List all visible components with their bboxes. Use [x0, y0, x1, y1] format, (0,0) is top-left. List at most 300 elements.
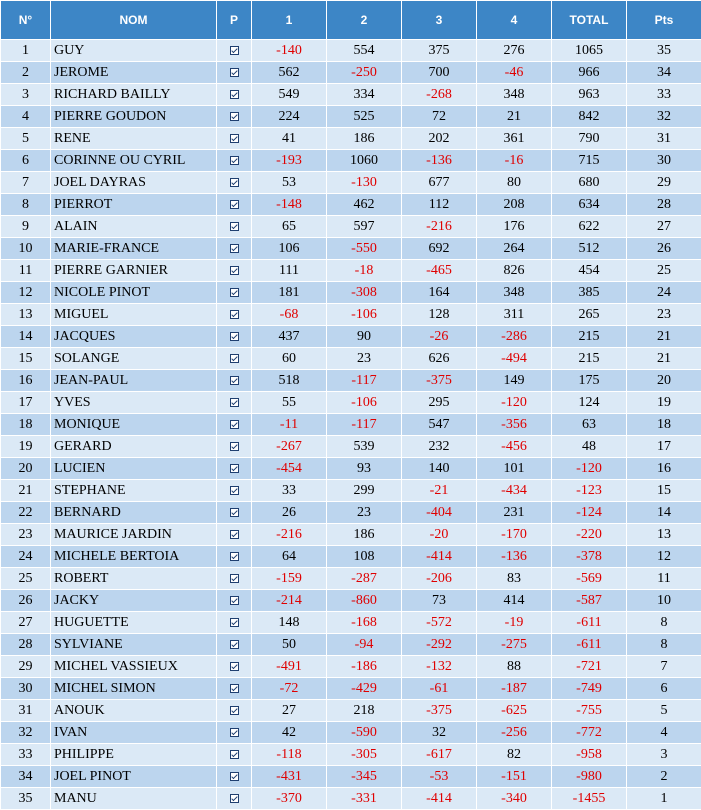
round-2-score: -117 — [327, 414, 402, 436]
presence-cell — [217, 744, 252, 766]
rank-cell: 2 — [1, 62, 51, 84]
total-score: -611 — [552, 612, 627, 634]
total-score: 215 — [552, 348, 627, 370]
checkbox-checked-icon[interactable] — [230, 244, 239, 253]
round-4-score: 311 — [477, 304, 552, 326]
points-cell: 32 — [627, 106, 701, 128]
player-name: NICOLE PINOT — [51, 282, 217, 304]
presence-cell — [217, 458, 252, 480]
round-1-score: -454 — [252, 458, 327, 480]
presence-cell — [217, 150, 252, 172]
round-3-score: 128 — [402, 304, 477, 326]
round-1-score: 224 — [252, 106, 327, 128]
table-row — [1, 722, 701, 744]
round-3-score: -617 — [402, 744, 477, 766]
round-1-score: 50 — [252, 634, 327, 656]
round-3-score: -414 — [402, 546, 477, 568]
presence-cell — [217, 348, 252, 370]
rank-cell: 7 — [1, 172, 51, 194]
rank-cell: 8 — [1, 194, 51, 216]
player-name: CORINNE OU CYRIL — [51, 150, 217, 172]
round-1-score: 181 — [252, 282, 327, 304]
round-1-score: 437 — [252, 326, 327, 348]
player-name: JEROME — [51, 62, 217, 84]
total-score: 842 — [552, 106, 627, 128]
round-2-score: 108 — [327, 546, 402, 568]
round-4-score: 21 — [477, 106, 552, 128]
round-1-score: -148 — [252, 194, 327, 216]
round-1-score: -491 — [252, 656, 327, 678]
total-score: 680 — [552, 172, 627, 194]
presence-cell — [217, 788, 252, 810]
table-row — [1, 216, 701, 238]
round-1-score: -431 — [252, 766, 327, 788]
round-2-score: 186 — [327, 128, 402, 150]
points-cell: 26 — [627, 238, 701, 260]
presence-cell — [217, 722, 252, 744]
round-4-score: 88 — [477, 656, 552, 678]
checkbox-checked-icon[interactable] — [230, 618, 239, 627]
round-2-score: 597 — [327, 216, 402, 238]
round-4-score: -16 — [477, 150, 552, 172]
total-score: 124 — [552, 392, 627, 414]
rank-cell: 18 — [1, 414, 51, 436]
rank-cell: 13 — [1, 304, 51, 326]
checkbox-checked-icon[interactable] — [230, 640, 239, 649]
rank-cell: 17 — [1, 392, 51, 414]
round-2-score: 462 — [327, 194, 402, 216]
checkbox-checked-icon[interactable] — [230, 794, 239, 803]
points-cell: 28 — [627, 194, 701, 216]
player-name: MAURICE JARDIN — [51, 524, 217, 546]
player-name: JEAN-PAUL — [51, 370, 217, 392]
player-name: SYLVIANE — [51, 634, 217, 656]
round-4-score: 826 — [477, 260, 552, 282]
round-4-score: 348 — [477, 282, 552, 304]
round-2-score: -429 — [327, 678, 402, 700]
checkbox-checked-icon[interactable] — [230, 90, 239, 99]
round-2-score: -550 — [327, 238, 402, 260]
table-row — [1, 106, 701, 128]
round-2-score: -308 — [327, 282, 402, 304]
round-3-score: -216 — [402, 216, 477, 238]
player-name: ROBERT — [51, 568, 217, 590]
header-name[interactable]: NOM — [51, 1, 217, 40]
rank-cell: 27 — [1, 612, 51, 634]
round-4-score: 82 — [477, 744, 552, 766]
round-3-score: 232 — [402, 436, 477, 458]
round-4-score: -340 — [477, 788, 552, 810]
player-name: JACKY — [51, 590, 217, 612]
round-1-score: -118 — [252, 744, 327, 766]
round-4-score: -187 — [477, 678, 552, 700]
checkbox-checked-icon[interactable] — [230, 420, 239, 429]
round-1-score: 42 — [252, 722, 327, 744]
points-cell: 21 — [627, 326, 701, 348]
checkbox-checked-icon[interactable] — [230, 310, 239, 319]
table-row — [1, 238, 701, 260]
checkbox-checked-icon[interactable] — [230, 508, 239, 517]
round-3-score: 700 — [402, 62, 477, 84]
total-score: -772 — [552, 722, 627, 744]
round-1-score: -140 — [252, 40, 327, 62]
total-score: -611 — [552, 634, 627, 656]
round-1-score: -214 — [252, 590, 327, 612]
player-name: GUY — [51, 40, 217, 62]
round-2-score: 525 — [327, 106, 402, 128]
round-2-score: -287 — [327, 568, 402, 590]
presence-cell — [217, 216, 252, 238]
round-2-score: -18 — [327, 260, 402, 282]
checkbox-checked-icon[interactable] — [230, 200, 239, 209]
checkbox-checked-icon[interactable] — [230, 662, 239, 671]
checkbox-checked-icon[interactable] — [230, 178, 239, 187]
points-cell: 15 — [627, 480, 701, 502]
round-2-score: 554 — [327, 40, 402, 62]
presence-cell — [217, 392, 252, 414]
table-row — [1, 128, 701, 150]
rank-cell: 11 — [1, 260, 51, 282]
presence-cell — [217, 260, 252, 282]
table-row — [1, 480, 701, 502]
checkbox-checked-icon[interactable] — [230, 750, 239, 759]
checkbox-checked-icon[interactable] — [230, 134, 239, 143]
header-points[interactable]: Pts — [627, 1, 701, 40]
round-3-score: -26 — [402, 326, 477, 348]
round-4-score: -286 — [477, 326, 552, 348]
round-4-score: 176 — [477, 216, 552, 238]
round-3-score: -375 — [402, 370, 477, 392]
round-3-score: -404 — [402, 502, 477, 524]
round-4-score: -275 — [477, 634, 552, 656]
round-1-score: 111 — [252, 260, 327, 282]
presence-cell — [217, 436, 252, 458]
points-cell: 4 — [627, 722, 701, 744]
table-header — [1, 1, 701, 40]
round-2-score: 23 — [327, 348, 402, 370]
points-cell: 10 — [627, 590, 701, 612]
table-row — [1, 502, 701, 524]
table-row — [1, 260, 701, 282]
rank-cell: 34 — [1, 766, 51, 788]
table-row — [1, 744, 701, 766]
total-score: -980 — [552, 766, 627, 788]
round-4-score: 149 — [477, 370, 552, 392]
round-2-score: -94 — [327, 634, 402, 656]
table-row — [1, 700, 701, 722]
table-row — [1, 172, 701, 194]
total-score: -123 — [552, 480, 627, 502]
round-2-score: -345 — [327, 766, 402, 788]
table-row — [1, 326, 701, 348]
round-3-score: -21 — [402, 480, 477, 502]
rank-cell: 25 — [1, 568, 51, 590]
round-2-score: 299 — [327, 480, 402, 502]
checkbox-checked-icon[interactable] — [230, 332, 239, 341]
total-score: 48 — [552, 436, 627, 458]
round-2-score: -117 — [327, 370, 402, 392]
player-name: IVAN — [51, 722, 217, 744]
round-4-score: 83 — [477, 568, 552, 590]
checkbox-checked-icon[interactable] — [230, 68, 239, 77]
checkbox-checked-icon[interactable] — [230, 376, 239, 385]
presence-cell — [217, 766, 252, 788]
round-3-score: -572 — [402, 612, 477, 634]
points-cell: 16 — [627, 458, 701, 480]
points-cell: 35 — [627, 40, 701, 62]
round-3-score: -268 — [402, 84, 477, 106]
checkbox-checked-icon[interactable] — [230, 684, 239, 693]
header-total[interactable]: TOTAL — [552, 1, 627, 40]
player-name: RENE — [51, 128, 217, 150]
player-name: PIERROT — [51, 194, 217, 216]
round-1-score: -11 — [252, 414, 327, 436]
presence-cell — [217, 634, 252, 656]
round-2-score: -106 — [327, 304, 402, 326]
points-cell: 31 — [627, 128, 701, 150]
presence-cell — [217, 172, 252, 194]
round-4-score: 348 — [477, 84, 552, 106]
presence-cell — [217, 480, 252, 502]
round-1-score: 33 — [252, 480, 327, 502]
table-row — [1, 678, 701, 700]
player-name: MARIE-FRANCE — [51, 238, 217, 260]
points-cell: 20 — [627, 370, 701, 392]
presence-cell — [217, 128, 252, 150]
player-name: SOLANGE — [51, 348, 217, 370]
round-4-score: -120 — [477, 392, 552, 414]
points-cell: 2 — [627, 766, 701, 788]
round-3-score: -20 — [402, 524, 477, 546]
points-cell: 14 — [627, 502, 701, 524]
table-row — [1, 634, 701, 656]
round-1-score: -68 — [252, 304, 327, 326]
player-name: PIERRE GOUDON — [51, 106, 217, 128]
total-score: -1455 — [552, 788, 627, 810]
rank-cell: 14 — [1, 326, 51, 348]
header-rank[interactable]: N° — [1, 1, 51, 40]
table-row — [1, 436, 701, 458]
round-2-score: 1060 — [327, 150, 402, 172]
rank-cell: 32 — [1, 722, 51, 744]
round-4-score: -136 — [477, 546, 552, 568]
table-row — [1, 84, 701, 106]
checkbox-checked-icon[interactable] — [230, 706, 239, 715]
player-name: JOEL DAYRAS — [51, 172, 217, 194]
checkbox-checked-icon[interactable] — [230, 530, 239, 539]
round-4-score: -256 — [477, 722, 552, 744]
checkbox-checked-icon[interactable] — [230, 398, 239, 407]
points-cell: 8 — [627, 612, 701, 634]
total-score: 622 — [552, 216, 627, 238]
round-2-score: -186 — [327, 656, 402, 678]
checkbox-checked-icon[interactable] — [230, 464, 239, 473]
round-4-score: -434 — [477, 480, 552, 502]
table-row — [1, 150, 701, 172]
total-score: -569 — [552, 568, 627, 590]
round-3-score: -206 — [402, 568, 477, 590]
points-cell: 12 — [627, 546, 701, 568]
round-2-score: 90 — [327, 326, 402, 348]
presence-cell — [217, 238, 252, 260]
round-3-score: 295 — [402, 392, 477, 414]
points-cell: 6 — [627, 678, 701, 700]
round-3-score: 32 — [402, 722, 477, 744]
table-row — [1, 392, 701, 414]
checkbox-checked-icon[interactable] — [230, 288, 239, 297]
round-1-score: -72 — [252, 678, 327, 700]
checkbox-checked-icon[interactable] — [230, 596, 239, 605]
rank-cell: 16 — [1, 370, 51, 392]
round-3-score: -414 — [402, 788, 477, 810]
presence-cell — [217, 326, 252, 348]
round-4-score: 231 — [477, 502, 552, 524]
presence-cell — [217, 524, 252, 546]
table-row — [1, 304, 701, 326]
player-name: HUGUETTE — [51, 612, 217, 634]
player-name: JACQUES — [51, 326, 217, 348]
total-score: 634 — [552, 194, 627, 216]
checkbox-checked-icon[interactable] — [230, 728, 239, 737]
table-row — [1, 40, 701, 62]
round-3-score: 692 — [402, 238, 477, 260]
table-row — [1, 766, 701, 788]
points-cell: 11 — [627, 568, 701, 590]
rank-cell: 24 — [1, 546, 51, 568]
round-3-score: 677 — [402, 172, 477, 194]
round-4-score: 276 — [477, 40, 552, 62]
total-score: -749 — [552, 678, 627, 700]
checkbox-checked-icon[interactable] — [230, 46, 239, 55]
total-score: 265 — [552, 304, 627, 326]
checkbox-checked-icon[interactable] — [230, 266, 239, 275]
table-row — [1, 656, 701, 678]
table-row — [1, 590, 701, 612]
table-row — [1, 414, 701, 436]
rank-cell: 31 — [1, 700, 51, 722]
header-presence[interactable]: P — [217, 1, 252, 40]
points-cell: 27 — [627, 216, 701, 238]
total-score: 1065 — [552, 40, 627, 62]
round-3-score: -375 — [402, 700, 477, 722]
total-score: -721 — [552, 656, 627, 678]
points-cell: 23 — [627, 304, 701, 326]
total-score: -958 — [552, 744, 627, 766]
round-2-score: -250 — [327, 62, 402, 84]
points-cell: 5 — [627, 700, 701, 722]
round-1-score: 106 — [252, 238, 327, 260]
header-round-1[interactable]: 1 — [252, 1, 327, 40]
presence-cell — [217, 678, 252, 700]
round-1-score: -159 — [252, 568, 327, 590]
round-1-score: 64 — [252, 546, 327, 568]
round-1-score: -216 — [252, 524, 327, 546]
rank-cell: 1 — [1, 40, 51, 62]
presence-cell — [217, 194, 252, 216]
header-round-4[interactable]: 4 — [477, 1, 552, 40]
round-4-score: 208 — [477, 194, 552, 216]
rank-cell: 10 — [1, 238, 51, 260]
round-4-score: -151 — [477, 766, 552, 788]
rank-cell: 33 — [1, 744, 51, 766]
player-name: STEPHANE — [51, 480, 217, 502]
round-4-score: 414 — [477, 590, 552, 612]
round-4-score: -494 — [477, 348, 552, 370]
rank-cell: 20 — [1, 458, 51, 480]
points-cell: 3 — [627, 744, 701, 766]
total-score: -120 — [552, 458, 627, 480]
checkbox-checked-icon[interactable] — [230, 222, 239, 231]
presence-cell — [217, 502, 252, 524]
rank-cell: 29 — [1, 656, 51, 678]
round-3-score: 73 — [402, 590, 477, 612]
checkbox-checked-icon[interactable] — [230, 552, 239, 561]
player-name: JOEL PINOT — [51, 766, 217, 788]
round-3-score: 164 — [402, 282, 477, 304]
round-3-score: 202 — [402, 128, 477, 150]
rank-cell: 15 — [1, 348, 51, 370]
checkbox-checked-icon[interactable] — [230, 442, 239, 451]
player-name: YVES — [51, 392, 217, 414]
round-1-score: 60 — [252, 348, 327, 370]
header-round-2[interactable]: 2 — [327, 1, 402, 40]
round-3-score: -132 — [402, 656, 477, 678]
presence-cell — [217, 700, 252, 722]
round-1-score: 53 — [252, 172, 327, 194]
player-name: MICHEL SIMON — [51, 678, 217, 700]
points-cell: 33 — [627, 84, 701, 106]
round-2-score: -168 — [327, 612, 402, 634]
checkbox-checked-icon[interactable] — [230, 112, 239, 121]
round-4-score: -625 — [477, 700, 552, 722]
round-3-score: 72 — [402, 106, 477, 128]
checkbox-checked-icon[interactable] — [230, 156, 239, 165]
header-round-3[interactable]: 3 — [402, 1, 477, 40]
points-cell: 21 — [627, 348, 701, 370]
round-2-score: -590 — [327, 722, 402, 744]
table-row — [1, 612, 701, 634]
rank-cell: 28 — [1, 634, 51, 656]
round-1-score: 562 — [252, 62, 327, 84]
presence-cell — [217, 370, 252, 392]
round-4-score: -46 — [477, 62, 552, 84]
player-name: RICHARD BAILLY — [51, 84, 217, 106]
round-4-score: -19 — [477, 612, 552, 634]
table-row — [1, 546, 701, 568]
checkbox-checked-icon[interactable] — [230, 772, 239, 781]
total-score: 63 — [552, 414, 627, 436]
round-1-score: -370 — [252, 788, 327, 810]
checkbox-checked-icon[interactable] — [230, 574, 239, 583]
round-3-score: -136 — [402, 150, 477, 172]
presence-cell — [217, 282, 252, 304]
round-1-score: 27 — [252, 700, 327, 722]
player-name: ALAIN — [51, 216, 217, 238]
total-score: -755 — [552, 700, 627, 722]
checkbox-checked-icon[interactable] — [230, 486, 239, 495]
total-score: 215 — [552, 326, 627, 348]
rank-cell: 3 — [1, 84, 51, 106]
table-row — [1, 788, 701, 810]
player-name: MANU — [51, 788, 217, 810]
presence-cell — [217, 656, 252, 678]
rank-cell: 22 — [1, 502, 51, 524]
points-cell: 18 — [627, 414, 701, 436]
round-4-score: 101 — [477, 458, 552, 480]
total-score: 512 — [552, 238, 627, 260]
round-4-score: 361 — [477, 128, 552, 150]
checkbox-checked-icon[interactable] — [230, 354, 239, 363]
